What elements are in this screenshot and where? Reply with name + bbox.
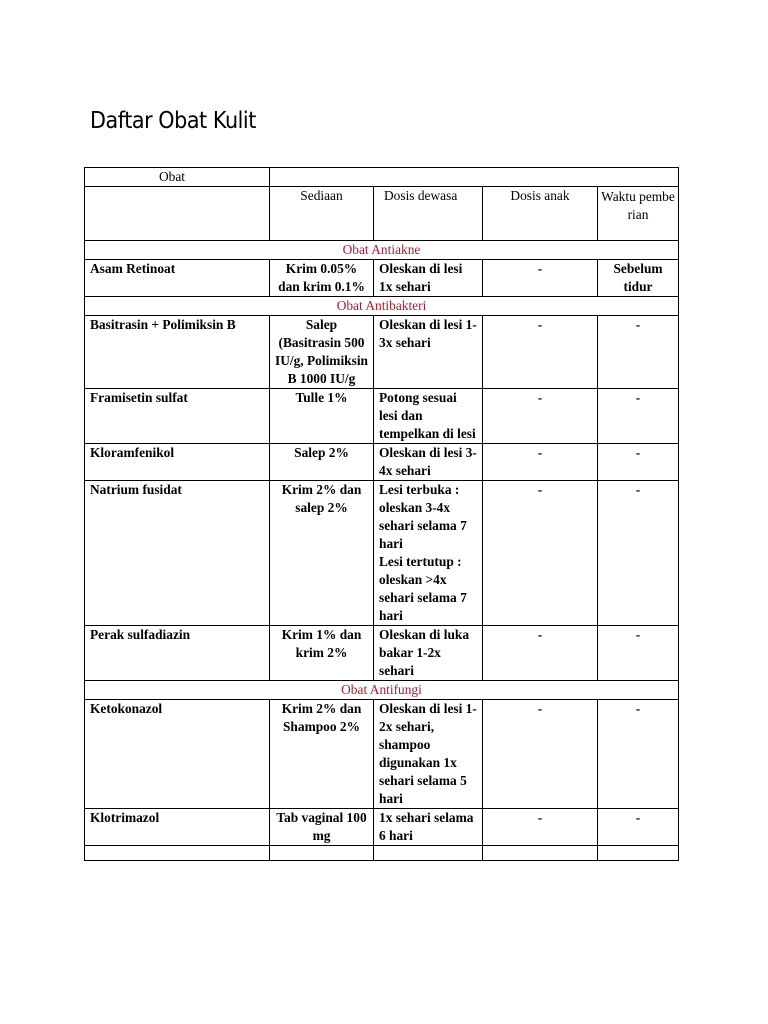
- category-antifungi: Obat Antifungi: [85, 681, 679, 700]
- empty-row: [85, 846, 679, 861]
- table-row: [85, 260, 679, 297]
- cell-sediaan: Salep (Basitrasin 500 IU/g, Polimiksin B 1000 IU/g: [270, 316, 374, 389]
- category-row: [85, 681, 679, 700]
- header-sediaan: Sediaan: [270, 187, 374, 241]
- cell-obat: Klotrimazol: [85, 809, 270, 846]
- cell-dosis-anak: -: [483, 389, 598, 444]
- cell-obat: Natrium fusidat: [85, 481, 270, 626]
- category-antiakne: Obat Antiakne: [85, 241, 679, 260]
- table-row: [85, 389, 679, 444]
- empty-cell: [85, 846, 270, 861]
- cell-obat: Asam Retinoat: [85, 260, 270, 297]
- cell-obat: Basitrasin + Polimiksin B: [85, 316, 270, 389]
- table-row: [85, 481, 679, 626]
- category-antibakteri: Obat Antibakteri: [85, 297, 679, 316]
- cell-dosis-anak: -: [483, 700, 598, 809]
- header-dosis-anak: Dosis anak: [483, 187, 598, 241]
- cell-sediaan: Krim 2% dan Shampoo 2%: [270, 700, 374, 809]
- cell-dosis-anak: -: [483, 809, 598, 846]
- cell-dosis-anak: -: [483, 626, 598, 681]
- cell-waktu: -: [598, 481, 679, 626]
- cell-obat: Perak sulfadiazin: [85, 626, 270, 681]
- table-row: [85, 626, 679, 681]
- cell-obat: Ketokonazol: [85, 700, 270, 809]
- header-dosis-dewasa: Dosis dewasa: [374, 187, 483, 241]
- table-row: [85, 700, 679, 809]
- table-row: [85, 444, 679, 481]
- cell-sediaan: Tulle 1%: [270, 389, 374, 444]
- cell-dosis-anak: -: [483, 316, 598, 389]
- cell-waktu: -: [598, 389, 679, 444]
- cell-waktu: -: [598, 626, 679, 681]
- cell-waktu: -: [598, 809, 679, 846]
- cell-waktu: -: [598, 316, 679, 389]
- empty-cell: [374, 846, 483, 861]
- empty-cell: [598, 846, 679, 861]
- header-row-1: [85, 168, 679, 187]
- empty-cell: [483, 846, 598, 861]
- header-blank: [270, 168, 679, 187]
- header-obat-label: Obat: [158, 169, 186, 184]
- header-row-2: [85, 187, 679, 241]
- cell-dosis-dewasa: [374, 481, 483, 626]
- cell-dosis-dewasa: Oleskan di luka bakar 1-2x sehari: [374, 626, 483, 681]
- cell-dosis-dewasa: Oleskan di lesi 3-4x sehari: [374, 444, 483, 481]
- drug-table: [84, 167, 679, 861]
- cell-dosis-anak: -: [483, 481, 598, 626]
- category-row: [85, 241, 679, 260]
- table-row: [85, 316, 679, 389]
- category-row: [85, 297, 679, 316]
- cell-dosis-dewasa: Oleskan di lesi 1-2x sehari, shampoo digunakan 1x sehari selama 5 hari: [374, 700, 483, 809]
- cell-obat: Kloramfenikol: [85, 444, 270, 481]
- dosis-lesi-terbuka: Lesi terbuka : oleskan 3-4x sehari selama 7 hari: [379, 482, 467, 551]
- cell-dosis-dewasa: Potong sesuai lesi dan tempelkan di lesi: [374, 389, 483, 444]
- cell-sediaan: Krim 0.05% dan krim 0.1%: [270, 260, 374, 297]
- table-row: [85, 809, 679, 846]
- cell-dosis-anak: -: [483, 260, 598, 297]
- cell-waktu: Sebelum tidur: [598, 260, 679, 297]
- cell-dosis-dewasa: Oleskan di lesi 1-3x sehari: [374, 316, 483, 389]
- cell-sediaan: Salep 2%: [270, 444, 374, 481]
- cell-dosis-anak: -: [483, 444, 598, 481]
- cell-sediaan: Tab vaginal 100 mg: [270, 809, 374, 846]
- cell-sediaan: Krim 2% dan salep 2%: [270, 481, 374, 626]
- cell-sediaan: Krim 1% dan krim 2%: [270, 626, 374, 681]
- empty-cell: [270, 846, 374, 861]
- cell-waktu: -: [598, 444, 679, 481]
- header-obat: [85, 168, 270, 187]
- cell-waktu: -: [598, 700, 679, 809]
- cell-obat: Framisetin sulfat: [85, 389, 270, 444]
- header-waktu: Waktu pemberian: [598, 187, 679, 241]
- cell-dosis-dewasa: Oleskan di lesi 1x sehari: [374, 260, 483, 297]
- header-obat-continued: [85, 187, 270, 241]
- dosis-lesi-tertutup: Lesi tertutup : oleskan >4x sehari selama 7 hari: [379, 554, 467, 623]
- cell-dosis-dewasa: 1x sehari selama 6 hari: [374, 809, 483, 846]
- page-title: Daftar Obat Kulit: [90, 108, 256, 134]
